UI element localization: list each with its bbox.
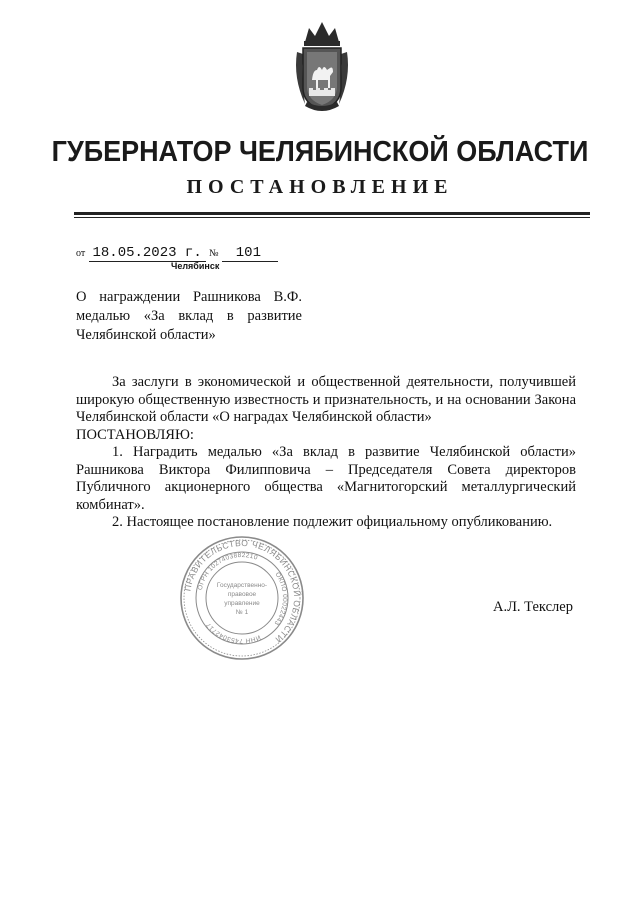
document-number: 101 <box>222 245 278 262</box>
seal-inner-line: Государственно- <box>216 582 268 589</box>
seal-inner-line: № 1 <box>235 609 249 616</box>
issuer-title: ГУБЕРНАТОР ЧЕЛЯБИНСКОЙ ОБЛАСТИ <box>51 136 589 168</box>
seal-inner-line: правовое <box>227 591 257 598</box>
coat-of-arms-icon <box>291 18 353 116</box>
issue-city: Челябинск <box>171 261 220 271</box>
subject-line: Челябинской области» <box>76 327 216 343</box>
subject-line: О награждении Рашникова В.Ф. <box>76 289 302 305</box>
decree-item-2: 2. Настоящее постановление подлежит официальному опубликованию. <box>112 514 553 530</box>
decree-item-1: 1. Наградить медалью «За вклад в развитие Челябинской области» Рашникова Виктора Филипповича – Председателя Совета директоров Публичного акционерного общества «Магнитогорский металлургический комбинат». <box>76 444 576 513</box>
seal-okpo-text: ОКПО 00022443 <box>272 571 289 627</box>
seal-ogrn-text: ОГРН 1027403882210 <box>196 551 259 591</box>
decree-body <box>76 374 576 532</box>
seal-inn-text: ИНН 7453042717 <box>205 621 262 645</box>
decree-word: ПОСТАНОВЛЯЮ: <box>76 426 194 443</box>
official-seal-icon <box>178 534 306 662</box>
svg-text:ОКПО 00022443 <box>272 571 288 626</box>
document-type-title: ПОСТАНОВЛЕНИЕ <box>186 176 454 198</box>
subject-line: медалью «За вклад в развитие <box>76 308 302 324</box>
signatory-name: А.Л. Текслер <box>493 599 573 615</box>
seal-outer-text: ПРАВИТЕЛЬСТВО ЧЕЛЯБИНСКОЙ ОБЛАСТИ <box>182 537 303 645</box>
number-prefix: № <box>208 248 219 259</box>
date-prefix: от <box>76 248 86 259</box>
subject-block <box>76 288 302 345</box>
header-divider <box>74 212 590 215</box>
preamble-paragraph: За заслуги в экономической и общественной деятельности, получившей широкую общественную известность и признательность, и на основании Закона Челябинской области «О наградах Челябинской области» <box>76 374 576 425</box>
seal-inner-line: управление <box>224 600 260 607</box>
header-divider-thin <box>74 217 590 218</box>
document-date: 18.05.2023 г. <box>89 245 206 262</box>
date-number-line <box>76 244 278 262</box>
